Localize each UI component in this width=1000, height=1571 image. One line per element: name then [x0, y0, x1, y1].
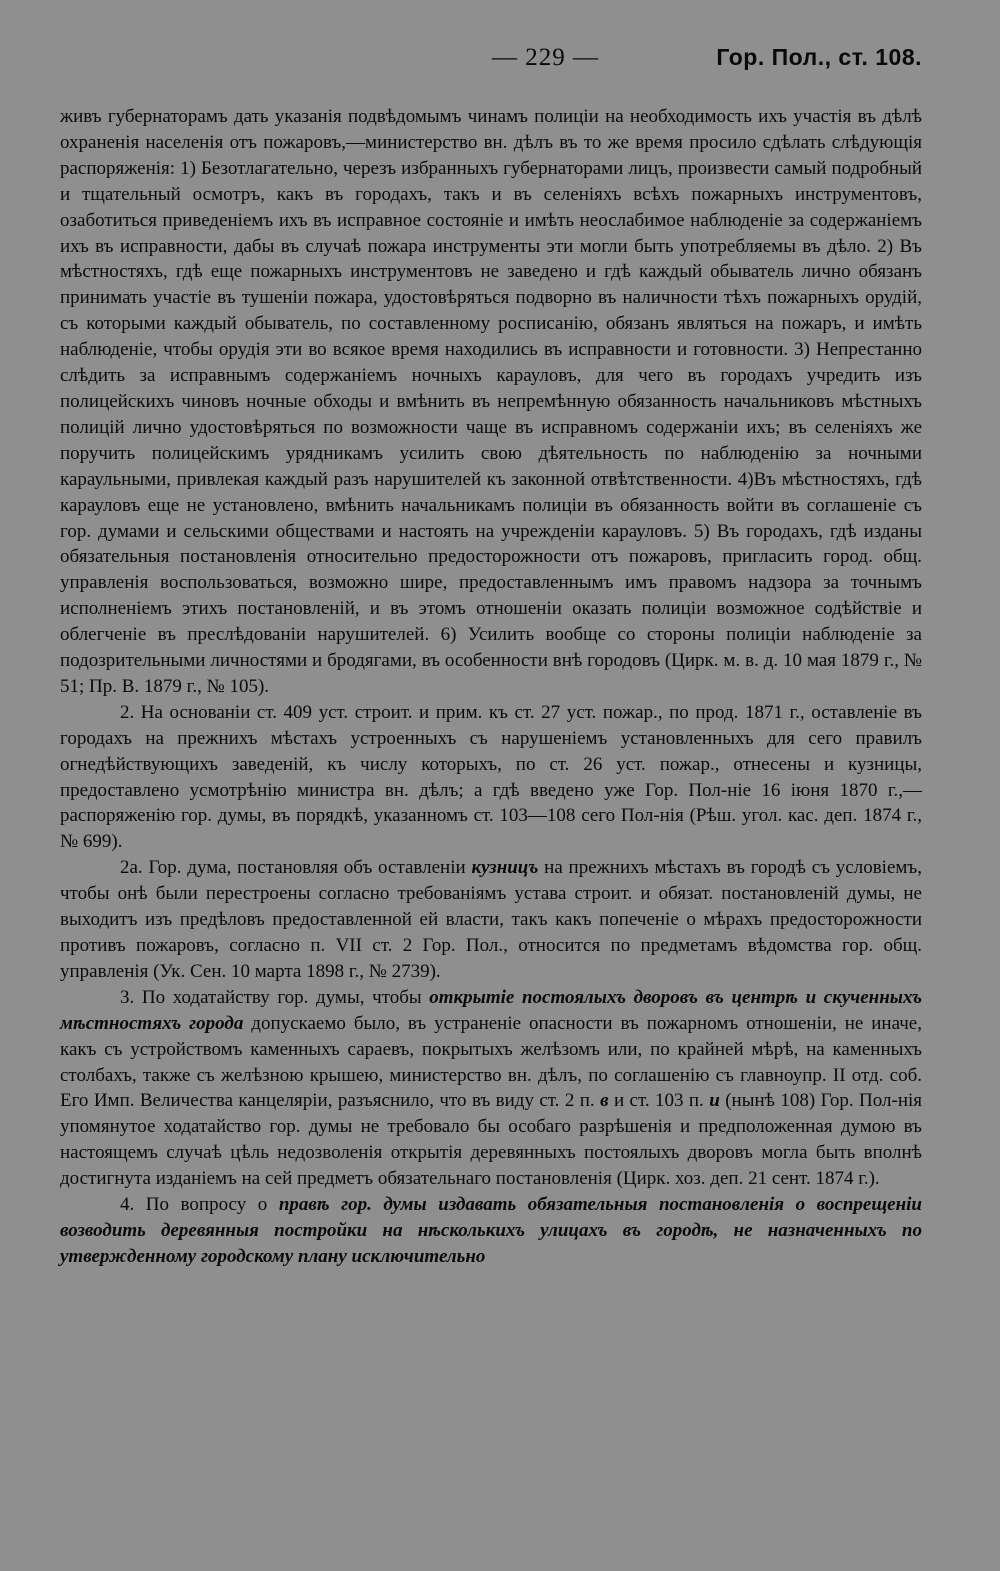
- body-text: [60, 104, 922, 1270]
- paragraph-continuation: [60, 104, 922, 700]
- emphasis-text: кузницъ: [471, 857, 539, 879]
- paragraph-text: 2. На основаніи ст. 409 уст. строит. и прим. къ ст. 27 уст. пожар., по прод. 1871 г., оставленіе въ городахъ на прежнихъ мѣстахъ устроенныхъ съ нарушеніемъ установленныхъ для сего правилъ огнедѣйствующихъ заведеній, къ числу которыхъ, по ст. 26 уст. пожар., отнесены и кузницы, предоставлено усмотрѣнію министра вн. дѣлъ; а гдѣ введено уже Гор. Пол-ніе 16 іюня 1870 г.,—распоряженію гор. думы, въ порядкѣ, указанномъ ст. 103—108 сего Пол-нія (Рѣш. угол. кас. деп. 1874 г., № 699).: [60, 701, 922, 853]
- paragraph-item-3: [60, 985, 922, 1192]
- running-head: Гор. Пол., ст. 108.: [716, 44, 922, 70]
- paragraph-text: 3. По ходатайству гор. думы, чтобы: [120, 986, 430, 1008]
- paragraph-text: на прежнихъ мѣстахъ въ городѣ съ условіемъ, чтобы онѣ были перестроены согласно требованіямъ устава строит. и обязат. постановленій думы, не выходитъ изъ предѣловъ предоставленной ей власти, такъ какъ попеченіе о мѣрахъ предосторожности противъ пожаровъ, согласно п. VII ст. 2 Гор. Пол., относится по предметамъ вѣдомства гор. общ. управленія (Ук. Сен. 10 марта 1898 г., № 2739).: [60, 857, 922, 982]
- paragraph-text: живъ губернаторамъ дать указанія подвѣдомымъ чинамъ полиціи на необходимость ихъ участія въ дѣлѣ охраненія населенія отъ пожаровъ,—министерство вн. дѣлъ въ то же время просило сдѣлать слѣдующія распоряженія: 1) Безотлагательно, черезъ избранныхъ губернаторами лицъ, произвести самый подробный и тщательный осмотръ, какъ въ городахъ, такъ и въ селеніяхъ всѣхъ пожарныхъ инструментовъ, озаботиться приведеніемъ ихъ въ исправное состояніе и имѣть неослабимое наблюденіе за содержаніемъ ихъ въ исправности, дабы въ случаѣ пожара инструменты эти могли быть употребляемы въ дѣло. 2) Въ мѣстностяхъ, гдѣ еще пожарныхъ инструментовъ не заведено и гдѣ каждый обыватель лично обязанъ принимать участіе въ тушеніи пожара, удостовѣряться подворно въ наличности тѣхъ пожарныхъ орудій, съ которыми каждый обыватель, по составленному росписанію, обязанъ являться на пожаръ, и имѣть наблюденіе, чтобы орудія эти во всякое время находились въ исправности и готовности. 3) Непрестанно слѣдить за исправнымъ содержаніемъ ночныхъ карауловъ, для чего въ городахъ учредить изъ полицейскихъ чиновъ ночные обходы и вмѣнить въ непремѣнную обязанность начальниковъ мѣстныхъ полицій лично удостовѣряться по возможности чаще въ исправномъ содержаніи ихъ; въ селеніяхъ же поручить полицейскимъ урядникамъ усилить свою дѣятельность по наблюденію за ночными караульными, привлекая каждый разъ нарушителей къ законной отвѣтственности. 4)Въ мѣстностяхъ, гдѣ карауловъ еще не установлено, вмѣнить начальникамъ полиціи въ обязанность войти въ соглашеніе съ гор. думами и сельскими обществами и настоять на учрежденіи карауловъ. 5) Въ городахъ, гдѣ изданы обязательныя постановленія относительно предосторожности отъ пожаровъ, пригласить город. общ. управленія воспользоваться, возможно шире, предоставленнымъ имъ правомъ надзора за точнымъ исполненіемъ этихъ постановленій, и въ этомъ отношеніи оказать полиціи возможное содѣйствіе и облегченіе въ преслѣдованіи нарушителей. 6) Усилить вообще со стороны полиціи наблюденіе за подозрительными личностями и бродягами, въ особенности внѣ городовъ (Цирк. м. в. д. 10 мая 1879 г., № 51; Пр. В. 1879 г., № 105).: [60, 106, 922, 697]
- emphasis-letter: в: [600, 1090, 609, 1112]
- paragraph-text: допускаемо было, въ устраненіе опасности въ пожарномъ отношеніи, не иначе, какъ съ устройствомъ каменныхъ сараевъ, покрытыхъ желѣзомъ или, по крайней мѣрѣ, на каменныхъ столбахъ, также съ желѣзною крышею, министерство вн. дѣлъ, по соглашенію съ главноупр. II отд. соб. Его Имп. Величества канцеляріи, разъяснило, что въ виду ст. 2 п.: [60, 1012, 922, 1112]
- paragraph-text: и ст. 103 п.: [608, 1090, 710, 1112]
- paragraph-item-2a: [60, 855, 922, 985]
- emphasis-letter: и: [709, 1090, 720, 1112]
- page-number: — 229 —: [492, 44, 599, 71]
- paragraph-text: (нынѣ 108) Гор. Пол-нія упомянутое ходатайство гор. думы не требовало бы особаго разрѣшенія и предположенная думою въ настоящемъ случаѣ цѣль недозволенія открытія деревянныхъ постоялыхъ дворовъ могла быть вполнѣ достигнута изданіемъ на сей предметъ обязательнаго постановленія (Цирк. хоз. деп. 21 сент. 1874 г.).: [60, 1090, 922, 1190]
- emphasis-text: правѣ гор. думы издавать обязательныя постановленія о воспрещеніи возводить деревянныя постройки на нѣсколькихъ улицахъ въ городѣ, не назначенныхъ по утвержденному городскому плану исключительно: [60, 1194, 922, 1267]
- emphasis-text: открытіе постоялыхъ дворовъ въ центрѣ и скученныхъ мѣстностяхъ города: [60, 986, 922, 1034]
- paragraph-text: 2а. Гор. дума, постановляя объ оставленіи: [120, 857, 472, 879]
- page-header: [60, 44, 922, 78]
- paragraph-text: 4. По вопросу о: [120, 1194, 279, 1216]
- paragraph-item-4: [60, 1192, 922, 1270]
- paragraph-item-2: [60, 700, 922, 855]
